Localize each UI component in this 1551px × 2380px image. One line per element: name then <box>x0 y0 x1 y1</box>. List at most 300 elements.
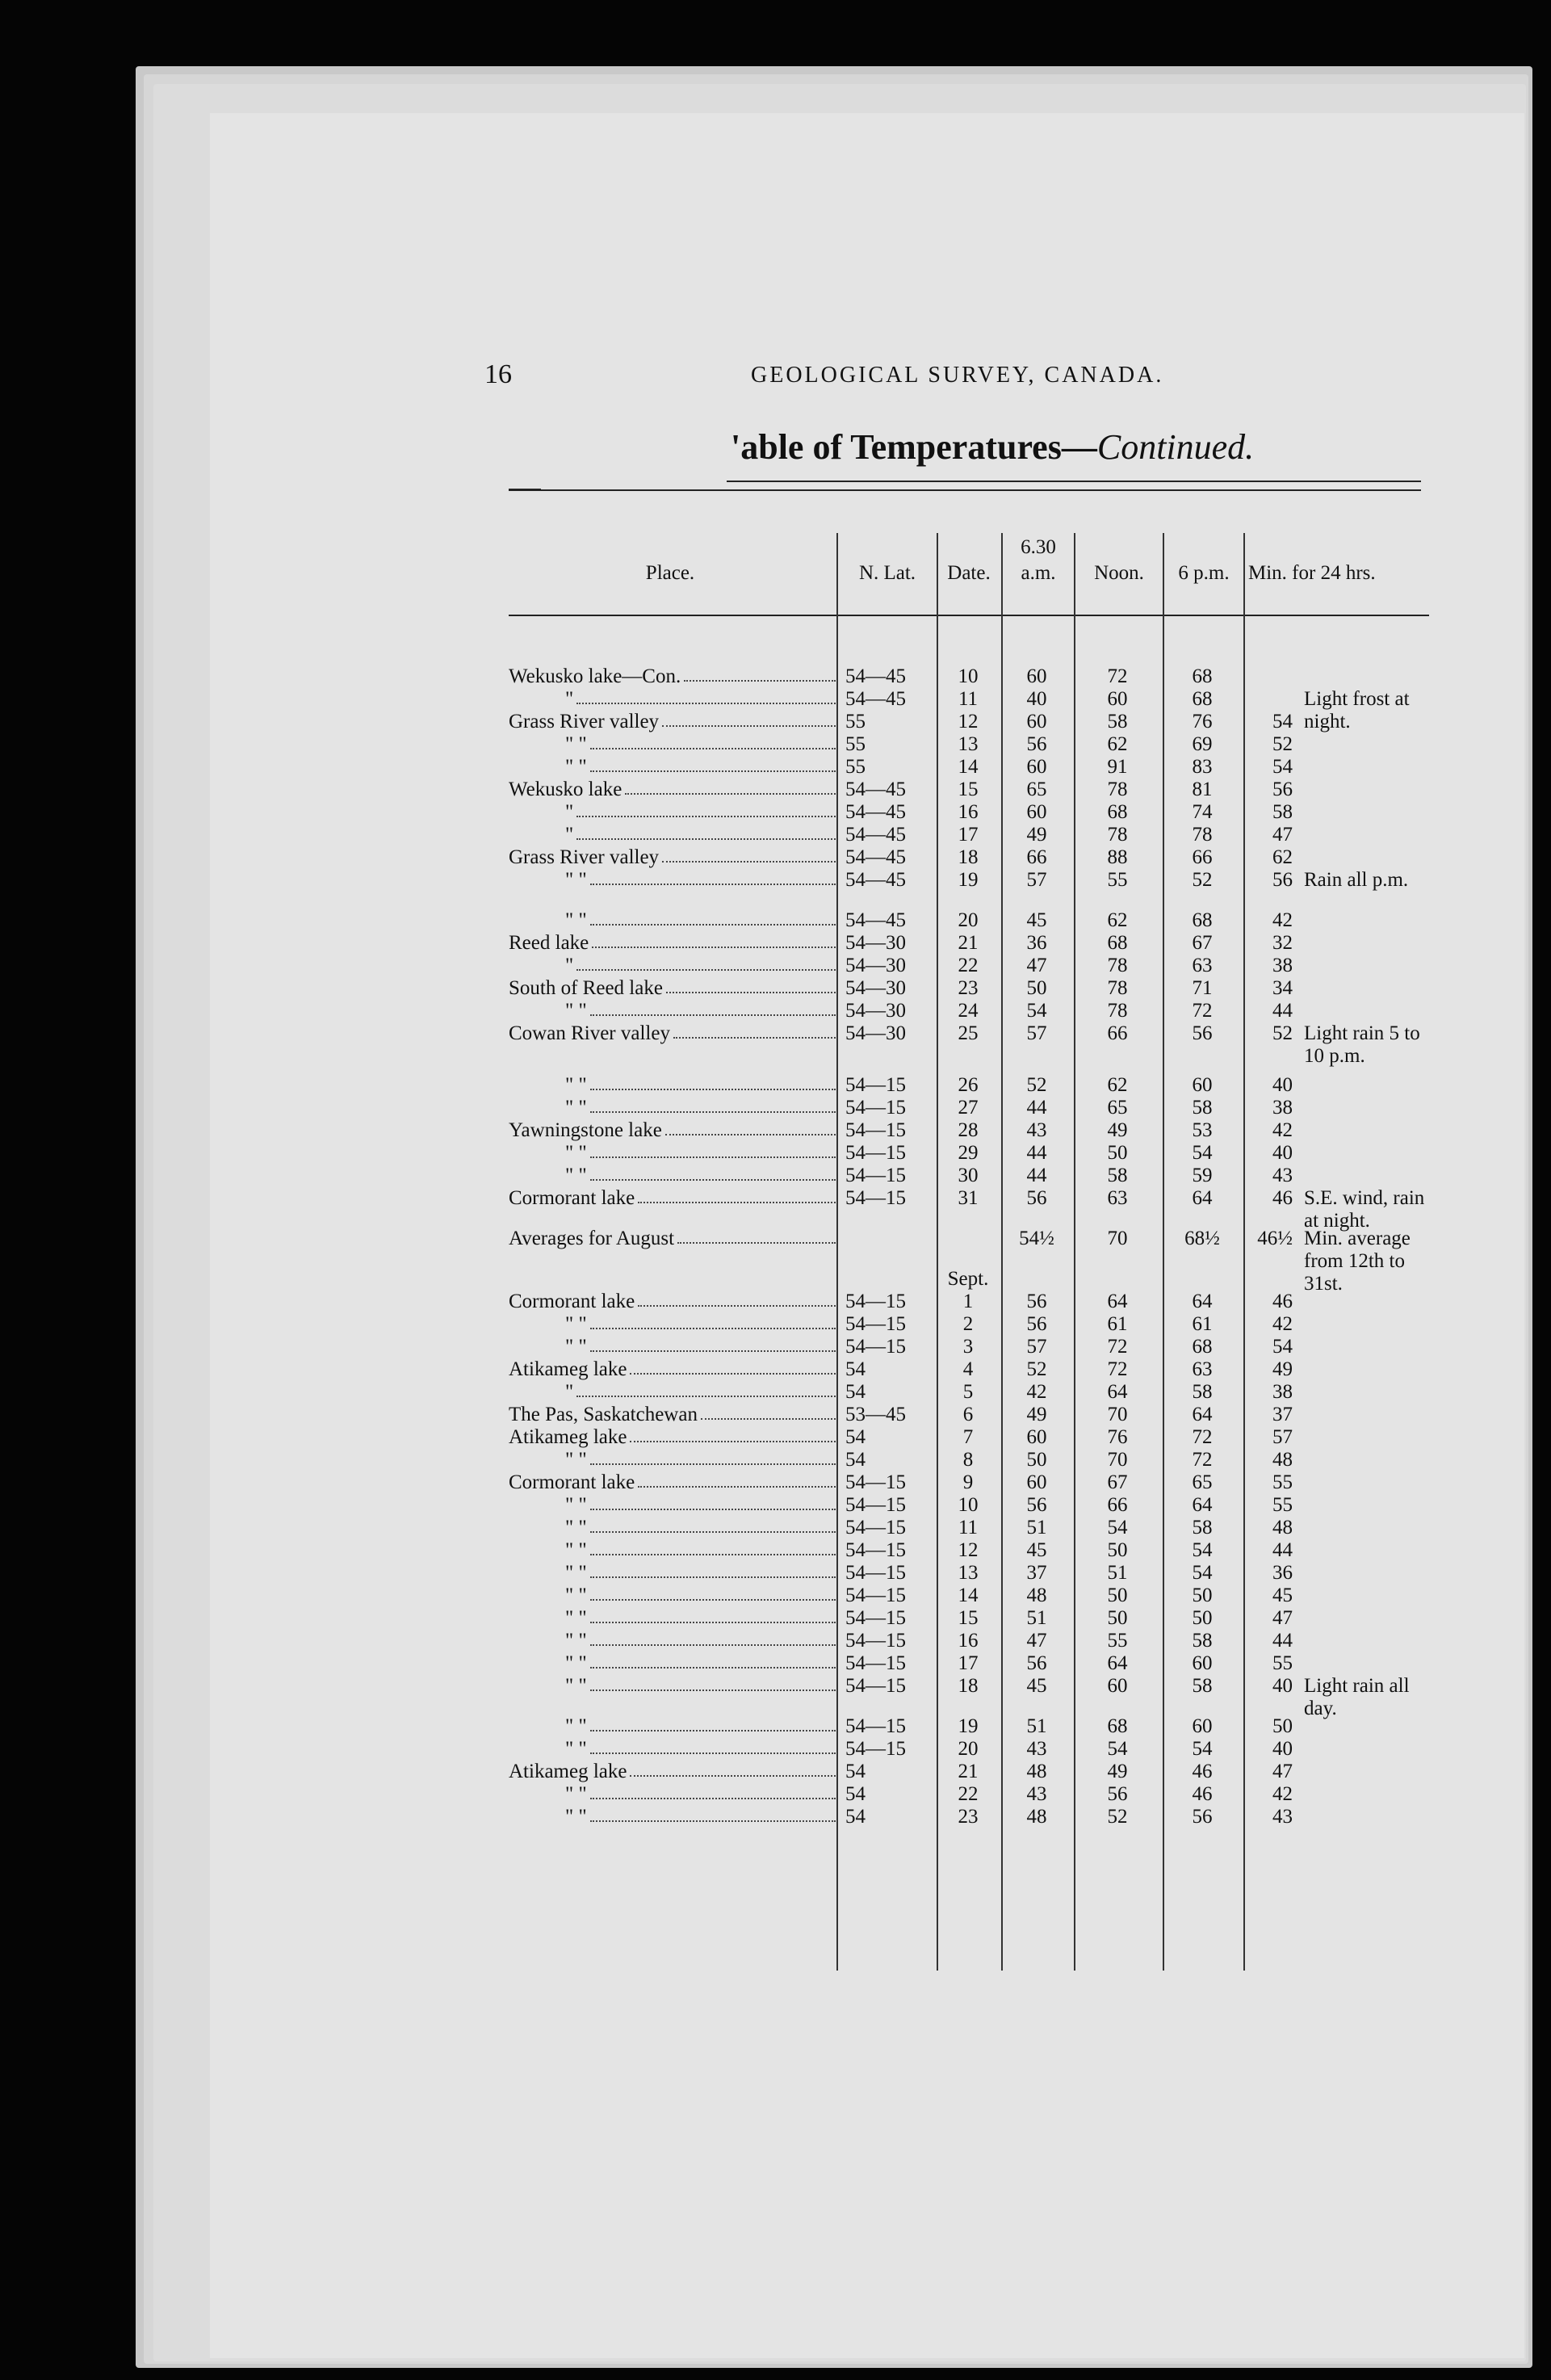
table-row <box>509 1783 1427 1806</box>
remark-cell <box>1297 932 1427 955</box>
date-cell: 18 <box>958 846 979 868</box>
leader-dots <box>673 1022 836 1039</box>
lat-cell: 54 <box>845 1381 866 1403</box>
header-pm: 6 p.m. <box>1178 562 1230 584</box>
remark-cell <box>1297 1404 1427 1426</box>
am-cell: 57 <box>1026 869 1047 891</box>
lat-cell: 54—45 <box>845 824 906 846</box>
leader-dots <box>590 1000 836 1016</box>
lat-cell: 54—15 <box>845 1517 906 1538</box>
lat-cell: 54—45 <box>845 869 906 891</box>
place-name: " " <box>565 1539 587 1561</box>
noon-cell: 70 <box>1107 1449 1128 1471</box>
min-cell: 36 <box>1272 1562 1293 1584</box>
remark-cell <box>1297 1119 1427 1142</box>
leader-dots <box>590 1336 836 1352</box>
date-cell: 20 <box>958 1738 979 1760</box>
noon-cell: 66 <box>1107 1494 1128 1516</box>
noon-cell: 64 <box>1107 1291 1128 1312</box>
place-cell <box>509 1291 836 1313</box>
pm-cell: 54 <box>1192 1142 1213 1164</box>
place-name: " " <box>565 1562 587 1584</box>
min-cell: 55 <box>1272 1471 1293 1493</box>
date-cell: 15 <box>958 779 979 800</box>
table-row <box>509 779 1427 801</box>
table-row <box>509 1562 1427 1585</box>
pm-cell: 64 <box>1192 1404 1213 1425</box>
noon-cell: 68 <box>1107 932 1128 954</box>
pm-cell: 58 <box>1192 1097 1213 1119</box>
lat-cell: 54—30 <box>845 977 906 999</box>
remark-cell <box>1297 756 1427 779</box>
date-cell: 4 <box>962 1358 974 1380</box>
lat-cell: 55 <box>845 711 866 732</box>
table-row <box>509 977 1427 1000</box>
noon-cell: 62 <box>1107 733 1128 755</box>
table-row <box>509 1228 1427 1250</box>
noon-cell: 68 <box>1107 1715 1128 1737</box>
min-cell: 54 <box>1272 1336 1293 1358</box>
table-row <box>509 1358 1427 1381</box>
table-row <box>509 688 1427 711</box>
min-cell: 37 <box>1272 1404 1293 1425</box>
pm-cell: 68 <box>1192 665 1213 687</box>
remark-cell <box>1297 1268 1427 1291</box>
date-cell: 14 <box>958 1585 979 1606</box>
date-cell: 17 <box>958 1652 979 1674</box>
min-cell: 44 <box>1272 1000 1293 1022</box>
min-cell: 55 <box>1272 1652 1293 1674</box>
am-cell: 60 <box>1026 756 1047 778</box>
table-row <box>509 756 1427 779</box>
min-cell: 55 <box>1272 1494 1293 1516</box>
min-cell: 45 <box>1272 1585 1293 1606</box>
noon-cell: 60 <box>1107 688 1128 710</box>
remark-cell <box>1297 909 1427 932</box>
pm-cell: 46 <box>1192 1783 1213 1805</box>
leader-dots <box>662 711 836 727</box>
remark-text: Rain all p.m. <box>1304 869 1409 891</box>
place-cell <box>509 977 836 1000</box>
place-cell <box>509 1539 836 1562</box>
table-row <box>509 733 1427 756</box>
pm-cell: 54 <box>1192 1562 1213 1584</box>
table-row <box>509 1097 1427 1119</box>
pm-cell: 60 <box>1192 1074 1213 1096</box>
date-cell: 10 <box>958 1494 979 1516</box>
am-cell: 51 <box>1026 1715 1047 1737</box>
table-row <box>509 909 1427 932</box>
am-cell: 56 <box>1026 1652 1047 1674</box>
min-cell: 40 <box>1272 1074 1293 1096</box>
noon-cell: 78 <box>1107 779 1128 800</box>
pm-cell: 72 <box>1192 1426 1213 1448</box>
pm-cell: 64 <box>1192 1291 1213 1312</box>
leader-dots <box>665 1119 836 1135</box>
lat-cell: 54—15 <box>845 1119 906 1141</box>
place-cell <box>509 711 836 733</box>
remark-cell <box>1297 1291 1427 1313</box>
remark-cell <box>1297 824 1427 846</box>
lat-cell: 54—15 <box>845 1471 906 1493</box>
remark-cell <box>1297 1585 1427 1607</box>
place-name: " " <box>565 1165 587 1186</box>
leader-dots <box>592 932 836 948</box>
lat-cell: 54—15 <box>845 1675 906 1697</box>
min-cell: 43 <box>1272 1165 1293 1186</box>
place-cell <box>509 1630 836 1652</box>
pm-cell: 56 <box>1192 1022 1213 1044</box>
leader-dots <box>590 1494 836 1510</box>
place-name: Atikameg lake <box>509 1761 627 1782</box>
remark-text: Light rain 5 to 10 p.m. <box>1304 1022 1420 1067</box>
lat-cell: 54—30 <box>845 955 906 976</box>
min-cell: 42 <box>1272 909 1293 931</box>
header-rule <box>509 615 1429 616</box>
date-cell: 18 <box>958 1675 979 1697</box>
lat-cell: 54—30 <box>845 1022 906 1044</box>
date-cell: 11 <box>958 688 979 710</box>
place-name: Cormorant lake <box>509 1291 635 1312</box>
remark-cell <box>1297 1336 1427 1358</box>
top-rule-2 <box>509 489 1421 491</box>
table-row <box>509 1336 1427 1358</box>
noon-cell: 60 <box>1107 1675 1128 1697</box>
noon-cell: 78 <box>1107 824 1128 846</box>
leader-dots <box>590 1630 836 1646</box>
place-name: Atikameg lake <box>509 1358 627 1380</box>
place-name: " " <box>565 1097 587 1119</box>
noon-cell: 50 <box>1107 1585 1128 1606</box>
row-spacer <box>509 892 1427 909</box>
lat-cell: 54 <box>845 1449 866 1471</box>
am-cell: 49 <box>1026 1404 1047 1425</box>
am-cell: 47 <box>1026 955 1047 976</box>
am-cell: 45 <box>1026 1539 1047 1561</box>
date-cell: 6 <box>962 1404 974 1425</box>
min-cell: 56 <box>1272 779 1293 800</box>
noon-cell: 54 <box>1107 1738 1128 1760</box>
min-cell: 56 <box>1272 869 1293 891</box>
date-cell: 31 <box>958 1187 979 1209</box>
place-name: " " <box>565 1630 587 1652</box>
date-cell: 14 <box>958 756 979 778</box>
leader-dots <box>590 1738 836 1754</box>
place-cell <box>509 1336 836 1358</box>
lat-cell: 54—15 <box>845 1165 906 1186</box>
date-cell: 15 <box>958 1607 979 1629</box>
leader-dots <box>590 1562 836 1578</box>
pm-cell: 52 <box>1192 869 1213 891</box>
place-name: " " <box>565 1675 587 1697</box>
remark-cell <box>1297 1381 1427 1404</box>
place-name: " " <box>565 1783 587 1805</box>
am-cell: 43 <box>1026 1783 1047 1805</box>
place-cell <box>509 1404 836 1426</box>
noon-cell: 54 <box>1107 1517 1128 1538</box>
am-cell: 57 <box>1026 1336 1047 1358</box>
remark-cell <box>1297 1449 1427 1471</box>
min-cell: 42 <box>1272 1119 1293 1141</box>
pm-cell: 59 <box>1192 1165 1213 1186</box>
table-row <box>509 1630 1427 1652</box>
pm-cell: 72 <box>1192 1000 1213 1022</box>
table-title <box>731 426 1254 468</box>
leader-dots <box>590 1449 836 1465</box>
min-cell: 49 <box>1272 1358 1293 1380</box>
am-cell: 36 <box>1026 932 1047 954</box>
date-cell: 10 <box>958 665 979 687</box>
table-row <box>509 1539 1427 1562</box>
noon-cell: 72 <box>1107 1358 1128 1380</box>
place-name: Cormorant lake <box>509 1471 635 1493</box>
leader-dots <box>684 665 836 682</box>
place-cell <box>509 1165 836 1187</box>
noon-cell: 68 <box>1107 801 1128 823</box>
date-cell <box>936 1228 1000 1250</box>
lat-cell: 54—45 <box>845 846 906 868</box>
leader-dots <box>590 1715 836 1731</box>
place-name: Grass River valley <box>509 846 660 868</box>
place-cell <box>509 1562 836 1585</box>
noon-cell: 55 <box>1107 1630 1128 1652</box>
date-cell: 21 <box>958 932 979 954</box>
leader-dots <box>625 779 836 795</box>
leader-dots <box>576 801 836 817</box>
lat-cell: 54—30 <box>845 1000 906 1022</box>
lat-cell: 54—15 <box>845 1585 906 1606</box>
place-name: " <box>565 824 574 846</box>
remark-cell <box>1297 1806 1427 1828</box>
place-name: South of Reed lake <box>509 977 663 999</box>
date-cell: 23 <box>958 1806 979 1828</box>
lat-cell: 54 <box>845 1358 866 1380</box>
table-row <box>509 824 1427 846</box>
temperature-table <box>509 665 1427 1828</box>
min-cell: 40 <box>1272 1675 1293 1697</box>
date-cell: 11 <box>958 1517 979 1538</box>
leader-dots <box>590 1607 836 1623</box>
table-row <box>509 955 1427 977</box>
table-row <box>509 1426 1427 1449</box>
lat-cell: 54—30 <box>845 932 906 954</box>
min-cell: 62 <box>1272 846 1293 868</box>
place-cell <box>509 932 836 955</box>
remark-cell <box>1297 1517 1427 1539</box>
remark-cell <box>1297 1652 1427 1675</box>
min-cell: 57 <box>1272 1426 1293 1448</box>
remark-cell <box>1297 779 1427 801</box>
pm-cell: 76 <box>1192 711 1213 732</box>
lat-cell: 54—15 <box>845 1607 906 1629</box>
date-cell: 26 <box>958 1074 979 1096</box>
leader-dots <box>590 1652 836 1669</box>
remark-text: S.E. wind, rain at night. <box>1304 1187 1425 1232</box>
table-title-main: 'able of Temperatures— <box>731 427 1097 467</box>
am-cell: 56 <box>1026 733 1047 755</box>
min-cell: 42 <box>1272 1313 1293 1335</box>
leader-dots <box>590 1675 836 1691</box>
am-cell: 60 <box>1026 1471 1047 1493</box>
noon-cell: 66 <box>1107 1022 1128 1044</box>
am-cell: 56 <box>1026 1187 1047 1209</box>
place-cell <box>509 1426 836 1449</box>
noon-cell: 64 <box>1107 1652 1128 1674</box>
remark-cell <box>1297 1715 1427 1738</box>
lat-cell: 55 <box>845 733 866 755</box>
place-cell <box>509 665 836 688</box>
place-name: " " <box>565 733 587 755</box>
min-cell: 40 <box>1272 1142 1293 1164</box>
table-row <box>509 846 1427 869</box>
remark-cell <box>1297 1142 1427 1165</box>
pm-cell: 56 <box>1192 1806 1213 1828</box>
lat-cell: 54—15 <box>845 1187 906 1209</box>
min-cell: 38 <box>1272 955 1293 976</box>
remark-cell <box>1297 977 1427 1000</box>
noon-cell: 61 <box>1107 1313 1128 1335</box>
pm-cell: 68½ <box>1184 1228 1220 1249</box>
lat-cell: 54—15 <box>845 1313 906 1335</box>
place-cell <box>509 1358 836 1381</box>
row-spacer <box>509 1210 1427 1228</box>
place-cell <box>509 1119 836 1142</box>
pm-cell: 68 <box>1192 909 1213 931</box>
lat-cell: 55 <box>845 756 866 778</box>
remark-cell <box>1297 1426 1427 1449</box>
lat-cell <box>836 1268 936 1291</box>
date-cell: 22 <box>958 955 979 976</box>
pm-cell: 64 <box>1192 1187 1213 1209</box>
am-cell: 56 <box>1026 1291 1047 1312</box>
place-cell <box>509 1000 836 1022</box>
table-row <box>509 1165 1427 1187</box>
place-name: " <box>565 955 574 976</box>
place-name: Atikameg lake <box>509 1426 627 1448</box>
place-name: Grass River valley <box>509 711 660 732</box>
place-name: " <box>565 1381 574 1403</box>
place-name: " " <box>565 1336 587 1358</box>
remark-cell <box>1297 1358 1427 1381</box>
date-cell: 16 <box>958 801 979 823</box>
leader-dots <box>590 1097 836 1113</box>
am-cell: 45 <box>1026 909 1047 931</box>
am-cell: 50 <box>1026 977 1047 999</box>
noon-cell: 49 <box>1107 1761 1128 1782</box>
remark-cell <box>1297 733 1427 756</box>
pm-cell: 60 <box>1192 1715 1213 1737</box>
min-cell: 54 <box>1272 756 1293 778</box>
date-cell: 27 <box>958 1097 979 1119</box>
row-spacer <box>509 1045 1427 1074</box>
pm-cell: 68 <box>1192 688 1213 710</box>
min-cell: 52 <box>1272 1022 1293 1044</box>
remark-cell <box>1297 1022 1427 1067</box>
am-cell: 45 <box>1026 1675 1047 1697</box>
pm-cell: 83 <box>1192 756 1213 778</box>
place-cell <box>509 1022 836 1045</box>
leader-dots <box>590 869 836 885</box>
page-number: 16 <box>484 359 512 389</box>
pm-cell: 58 <box>1192 1630 1213 1652</box>
am-cell: 49 <box>1026 824 1047 846</box>
leader-dots <box>630 1426 836 1442</box>
table-row <box>509 1313 1427 1336</box>
date-cell: 19 <box>958 1715 979 1737</box>
date-cell: 17 <box>958 824 979 846</box>
place-cell <box>509 909 836 932</box>
place-name: " " <box>565 1313 587 1335</box>
noon-cell: 50 <box>1107 1539 1128 1561</box>
remark-cell <box>1297 1494 1427 1517</box>
lat-cell: 54—45 <box>845 779 906 800</box>
place-cell <box>509 1268 836 1291</box>
am-cell: 48 <box>1026 1761 1047 1782</box>
am-cell: 56 <box>1026 1494 1047 1516</box>
date-cell: 12 <box>958 1539 979 1561</box>
leader-dots <box>590 756 836 772</box>
pm-cell: 54 <box>1192 1738 1213 1760</box>
remark-cell <box>1297 665 1427 688</box>
leader-dots <box>701 1404 836 1420</box>
leader-dots <box>590 733 836 749</box>
place-name: " " <box>565 1000 587 1022</box>
noon-cell: 91 <box>1107 756 1128 778</box>
place-name: " " <box>565 869 587 891</box>
min-cell: 58 <box>1272 801 1293 823</box>
table-row <box>509 1585 1427 1607</box>
place-name: " " <box>565 1494 587 1516</box>
date-cell: Sept. <box>947 1268 989 1290</box>
lat-cell <box>836 1228 936 1250</box>
place-cell <box>509 1381 836 1404</box>
remark-cell <box>1297 1630 1427 1652</box>
lat-cell: 54—15 <box>845 1562 906 1584</box>
table-row <box>509 869 1427 892</box>
date-cell: 2 <box>962 1313 974 1335</box>
place-cell <box>509 1652 836 1675</box>
header-min: Min. for 24 hrs. <box>1248 562 1376 584</box>
min-cell: 48 <box>1272 1517 1293 1538</box>
noon-cell: 76 <box>1107 1426 1128 1448</box>
leader-dots <box>666 977 836 993</box>
place-cell <box>509 801 836 824</box>
date-cell: 12 <box>958 711 979 732</box>
leader-dots <box>638 1291 836 1307</box>
leader-dots <box>638 1187 836 1203</box>
table-row <box>509 1187 1427 1210</box>
lat-cell: 54—15 <box>845 1494 906 1516</box>
place-cell <box>509 756 836 779</box>
date-cell: 19 <box>958 869 979 891</box>
am-cell: 60 <box>1026 1426 1047 1448</box>
leader-dots <box>662 846 836 863</box>
place-cell <box>509 1142 836 1165</box>
pm-cell: 58 <box>1192 1675 1213 1697</box>
lat-cell: 54 <box>845 1426 866 1448</box>
table-row <box>509 1291 1427 1313</box>
pm-cell: 69 <box>1192 733 1213 755</box>
table-row <box>509 1449 1427 1471</box>
min-cell: 38 <box>1272 1381 1293 1403</box>
noon-cell: 51 <box>1107 1562 1128 1584</box>
am-cell: 44 <box>1026 1097 1047 1119</box>
lat-cell: 54—15 <box>845 1097 906 1119</box>
table-row <box>509 1381 1427 1404</box>
place-cell <box>509 955 836 977</box>
place-name: " " <box>565 1142 587 1164</box>
date-cell: 9 <box>962 1471 974 1493</box>
